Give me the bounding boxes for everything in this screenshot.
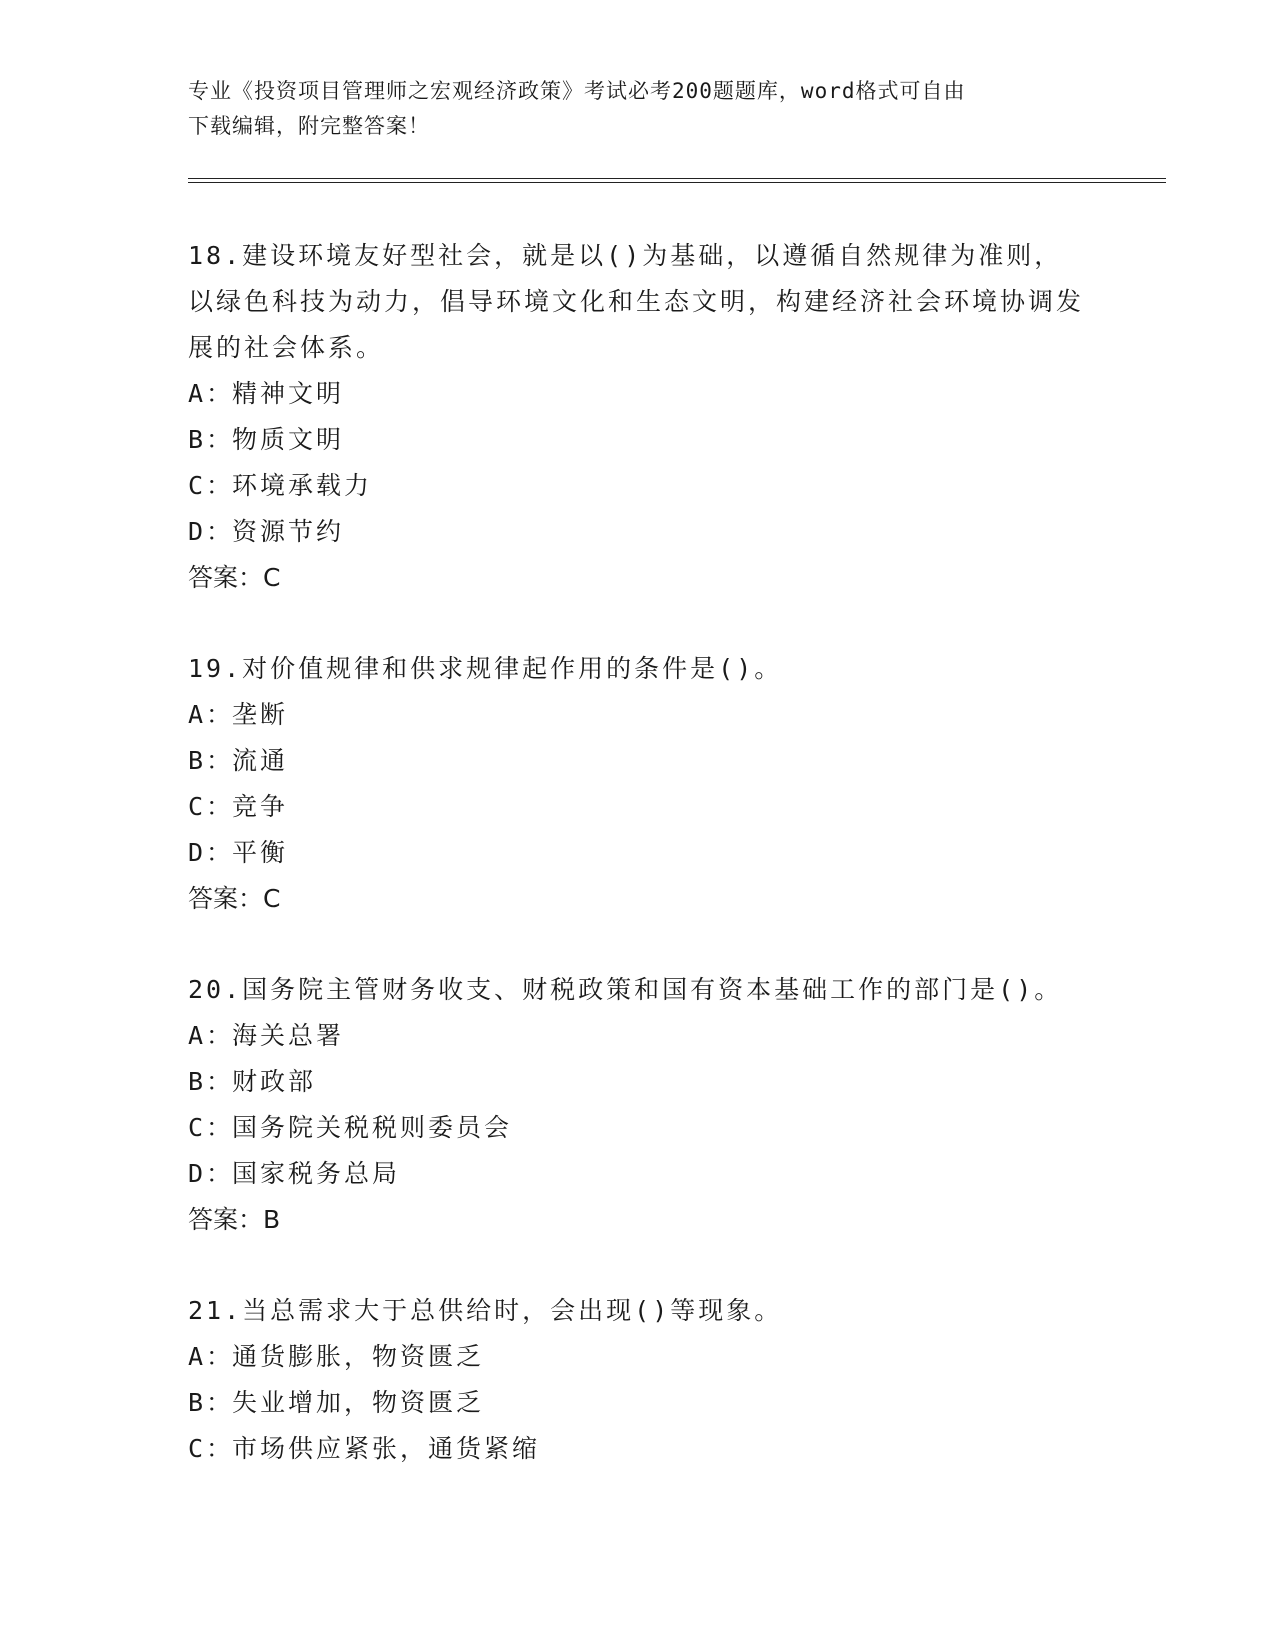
option-text: 市场供应紧张，通货紧缩 bbox=[232, 1434, 541, 1463]
option-a bbox=[188, 1013, 1088, 1059]
option-text: 国务院关税税则委员会 bbox=[232, 1113, 513, 1142]
question-stem: 18.建设环境友好型社会，就是以()为基础，以遵循自然规律为准则，以绿色科技为动力，倡导环境文化和生态文明，构建经济社会环境协调发展的社会体系。 bbox=[188, 241, 1085, 362]
option-c bbox=[188, 463, 1088, 509]
option-b bbox=[188, 417, 1088, 463]
header-line-2: 下载编辑，附完整答案！ bbox=[188, 114, 430, 138]
question-stem: 19.对价值规律和供求规律起作用的条件是()。 bbox=[188, 654, 783, 683]
option-c bbox=[188, 1426, 1088, 1472]
option-letter: A： bbox=[188, 1342, 235, 1371]
option-text: 海关总署 bbox=[232, 1021, 345, 1050]
option-d bbox=[188, 1151, 1088, 1197]
option-letter: D： bbox=[188, 517, 235, 546]
question-19 bbox=[188, 646, 1088, 922]
option-text: 物质文明 bbox=[232, 425, 345, 454]
option-b bbox=[188, 1380, 1088, 1426]
question-stem: 21.当总需求大于总供给时，会出现()等现象。 bbox=[188, 1296, 783, 1325]
option-letter: B： bbox=[188, 1388, 235, 1417]
option-a bbox=[188, 692, 1088, 738]
header-line-1: 专业《投资项目管理师之宏观经济政策》考试必考200题题库，word格式可自由 bbox=[188, 79, 966, 103]
option-letter: C： bbox=[188, 471, 235, 500]
answer-line: 答案：C bbox=[188, 563, 281, 592]
option-a bbox=[188, 1334, 1088, 1380]
option-letter: C： bbox=[188, 792, 235, 821]
option-text: 竞争 bbox=[232, 792, 289, 821]
option-text: 失业增加，物资匮乏 bbox=[232, 1388, 485, 1417]
option-b bbox=[188, 1059, 1088, 1105]
option-b bbox=[188, 738, 1088, 784]
option-letter: A： bbox=[188, 379, 235, 408]
option-d bbox=[188, 830, 1088, 876]
option-letter: A： bbox=[188, 1021, 235, 1050]
option-text: 垄断 bbox=[232, 700, 289, 729]
option-text: 国家税务总局 bbox=[232, 1159, 401, 1188]
option-letter: D： bbox=[188, 1159, 235, 1188]
option-letter: D： bbox=[188, 838, 235, 867]
answer-line: 答案：B bbox=[188, 1205, 281, 1234]
option-d bbox=[188, 509, 1088, 555]
option-c bbox=[188, 784, 1088, 830]
option-text: 流通 bbox=[232, 746, 289, 775]
document-header bbox=[188, 74, 1088, 144]
question-21 bbox=[188, 1288, 1088, 1472]
option-letter: B： bbox=[188, 746, 235, 775]
question-18 bbox=[188, 233, 1088, 601]
option-text: 财政部 bbox=[232, 1067, 317, 1096]
question-20 bbox=[188, 967, 1088, 1243]
option-text: 通货膨胀，物资匮乏 bbox=[232, 1342, 485, 1371]
option-letter: C： bbox=[188, 1113, 235, 1142]
option-letter: B： bbox=[188, 425, 235, 454]
answer-line: 答案：C bbox=[188, 884, 281, 913]
option-text: 环境承载力 bbox=[232, 471, 373, 500]
question-stem: 20.国务院主管财务收支、财税政策和国有资本基础工作的部门是()。 bbox=[188, 975, 1063, 1004]
option-letter: A： bbox=[188, 700, 235, 729]
option-c bbox=[188, 1105, 1088, 1151]
option-text: 精神文明 bbox=[232, 379, 345, 408]
option-letter: C： bbox=[188, 1434, 235, 1463]
option-text: 资源节约 bbox=[232, 517, 345, 546]
question-list bbox=[188, 233, 1088, 1472]
option-text: 平衡 bbox=[232, 838, 289, 867]
header-divider bbox=[188, 178, 1166, 183]
option-letter: B： bbox=[188, 1067, 235, 1096]
option-a bbox=[188, 371, 1088, 417]
